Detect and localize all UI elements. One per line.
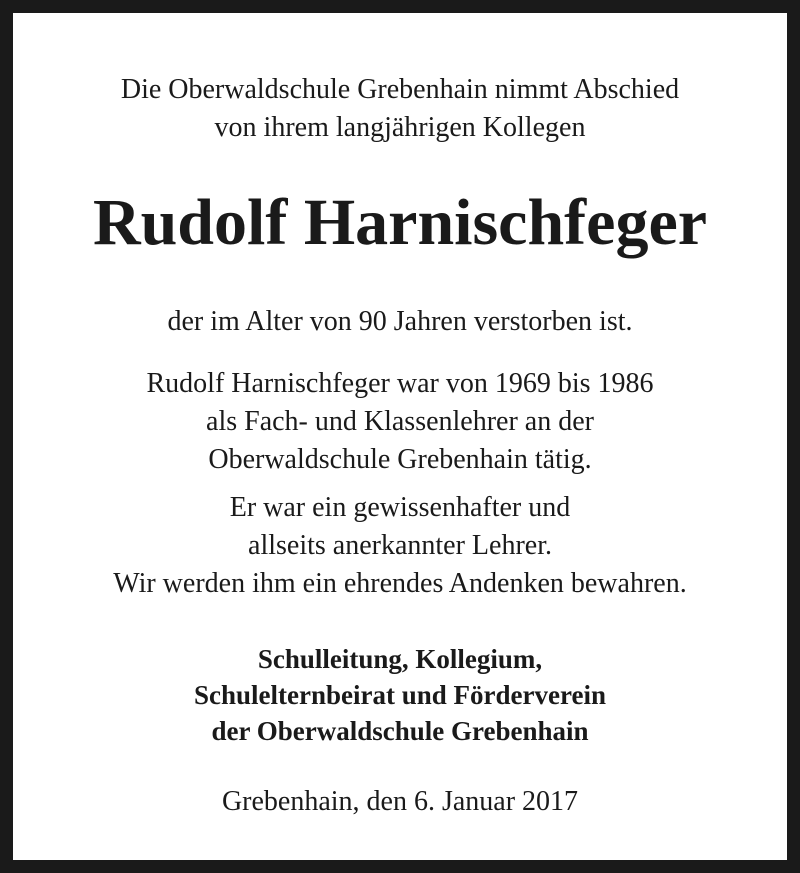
- tribute-line: allseits anerkannter Lehrer.: [248, 530, 552, 561]
- intro-text: [13, 71, 787, 147]
- deceased-name-text: Rudolf Harnischfeger: [92, 186, 708, 259]
- career-line: als Fach- und Klassenlehrer an der: [206, 406, 594, 437]
- tribute-line: Wir werden ihm ein ehrendes Andenken bewahren.: [113, 568, 687, 599]
- tribute-text: [13, 489, 787, 603]
- intro-line: von ihrem langjährigen Kollegen: [214, 112, 586, 143]
- intro-line: Die Oberwaldschule Grebenhain nimmt Abschied: [120, 74, 680, 105]
- signatory-line: Schulelternbeirat und Förderverein: [194, 680, 606, 710]
- age-statement: [13, 303, 787, 341]
- age-line: der im Alter von 90 Jahren verstorben ist.: [167, 306, 633, 337]
- notice-frame: [10, 10, 790, 863]
- signatories: [13, 641, 787, 749]
- deceased-name: [13, 185, 787, 261]
- career-line: Oberwaldschule Grebenhain tätig.: [208, 444, 592, 475]
- signatory-line: Schulleitung, Kollegium,: [257, 644, 543, 674]
- dateline-text: Grebenhain, den 6. Januar 2017: [221, 786, 579, 817]
- career-line: Rudolf Harnischfeger war von 1969 bis 1986: [146, 368, 654, 399]
- tribute-line: Er war ein gewissenhafter und: [229, 492, 571, 523]
- career-text: [13, 365, 787, 479]
- signatory-line: der Oberwaldschule Grebenhain: [211, 716, 589, 746]
- dateline: [13, 783, 787, 821]
